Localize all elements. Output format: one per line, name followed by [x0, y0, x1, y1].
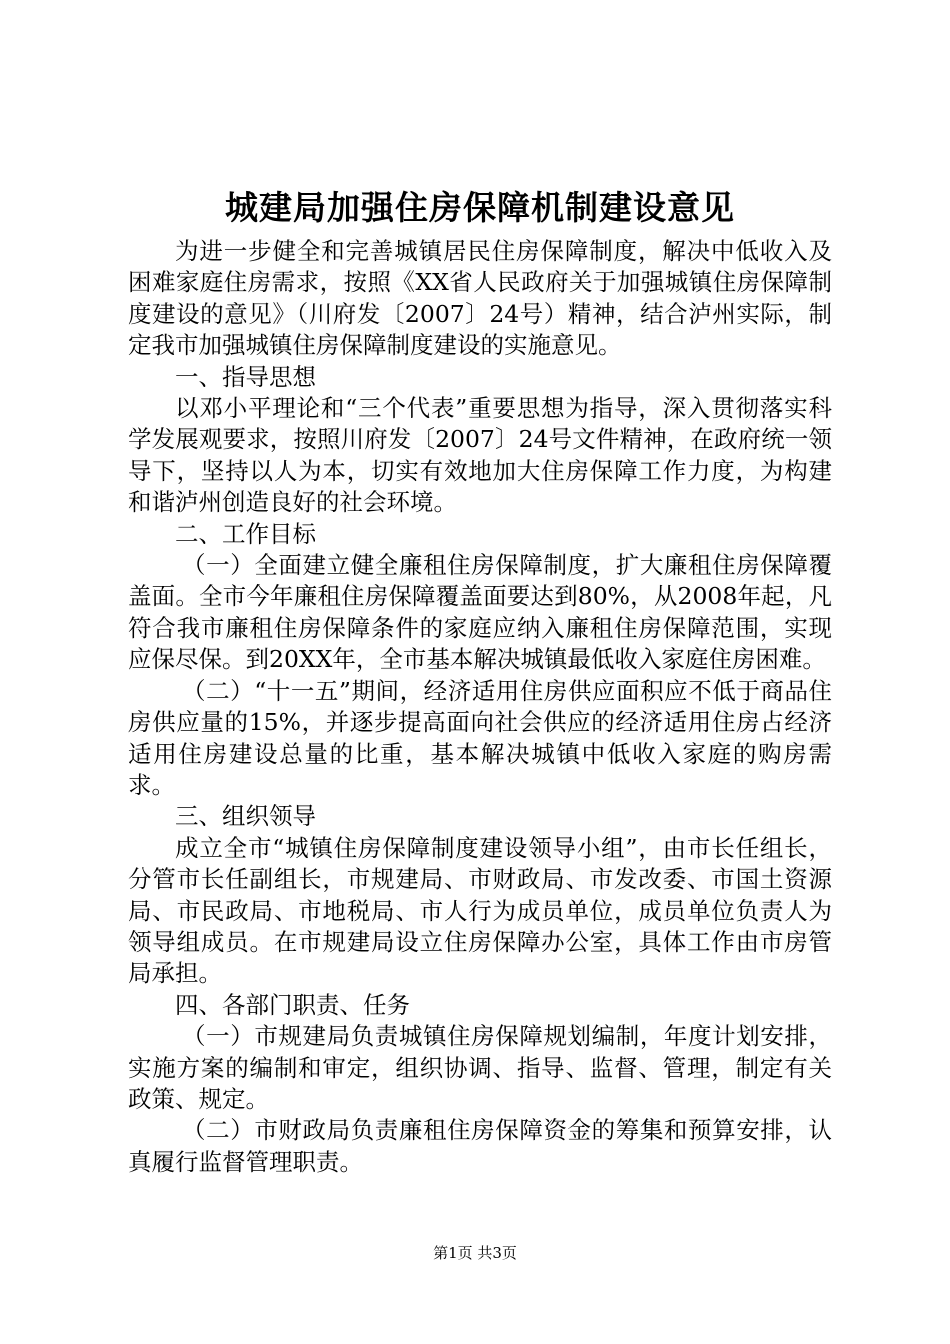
page-footer: 第1页 共3页 [433, 1244, 517, 1262]
section-heading-work-goals: 二、工作目标 [175, 519, 316, 548]
section-heading-guiding-ideology: 一、指导思想 [175, 362, 316, 391]
document-body [128, 236, 832, 1178]
paragraph-goal-1: （一）全面建立健全廉租住房保障制度，扩大廉租住房保障覆盖面。全市今年廉租住房保障覆盖面要达到80%，从2008年起，凡符合我市廉租住房保障条件的家庭应纳入廉租住房保障范围，实现应保尽保。到20XX年，全市基本解决城镇最低收入家庭住房困难。 [128, 551, 832, 674]
section-heading-organization: 三、组织领导 [175, 802, 316, 831]
paragraph-goal-2: （二）“十一五”期间，经济适用住房供应面积应不低于商品住房供应量的15%，并逐步提高面向社会供应的经济适用住房占经济适用住房建设总量的比重，基本解决城镇中低收入家庭的购房需求。 [128, 676, 832, 799]
document-page [128, 180, 832, 1178]
paragraph-intro: 为进一步健全和完善城镇居民住房保障制度，解决中低收入及困难家庭住房需求，按照《XX省人民政府关于加强城镇住房保障制度建设的意见》（川府发〔2007〕24号）精神，结合泸州实际，制定我市加强城镇住房保障制度建设的实施意见。 [128, 237, 832, 360]
paragraph-duty-2: （二）市财政局负责廉租住房保障资金的筹集和预算安排，认真履行监督管理职责。 [128, 1116, 832, 1176]
paragraph-duty-1: （一）市规建局负责城镇住房保障规划编制，年度计划安排，实施方案的编制和审定，组织协调、指导、监督、管理，制定有关政策、规定。 [128, 1022, 832, 1113]
paragraph-guiding-ideology: 以邓小平理论和“三个代表”重要思想为指导，深入贯彻落实科学发展观要求，按照川府发〔2007〕24号文件精神，在政府统一领导下，坚持以人为本，切实有效地加大住房保障工作力度，为构建和谐泸州创造良好的社会环境。 [128, 394, 832, 517]
section-heading-department-duties: 四、各部门职责、任务 [175, 990, 410, 1019]
document-title: 城建局加强住房保障机制建设意见 [225, 188, 735, 227]
paragraph-organization: 成立全市“城镇住房保障制度建设领导小组”，由市长任组长，分管市长任副组长，市规建局、市财政局、市发改委、市国土资源局、市民政局、市地税局、市人行为成员单位，成员单位负责人为领导组成员。在市规建局设立住房保障办公室，具体工作由市房管局承担。 [128, 833, 832, 988]
